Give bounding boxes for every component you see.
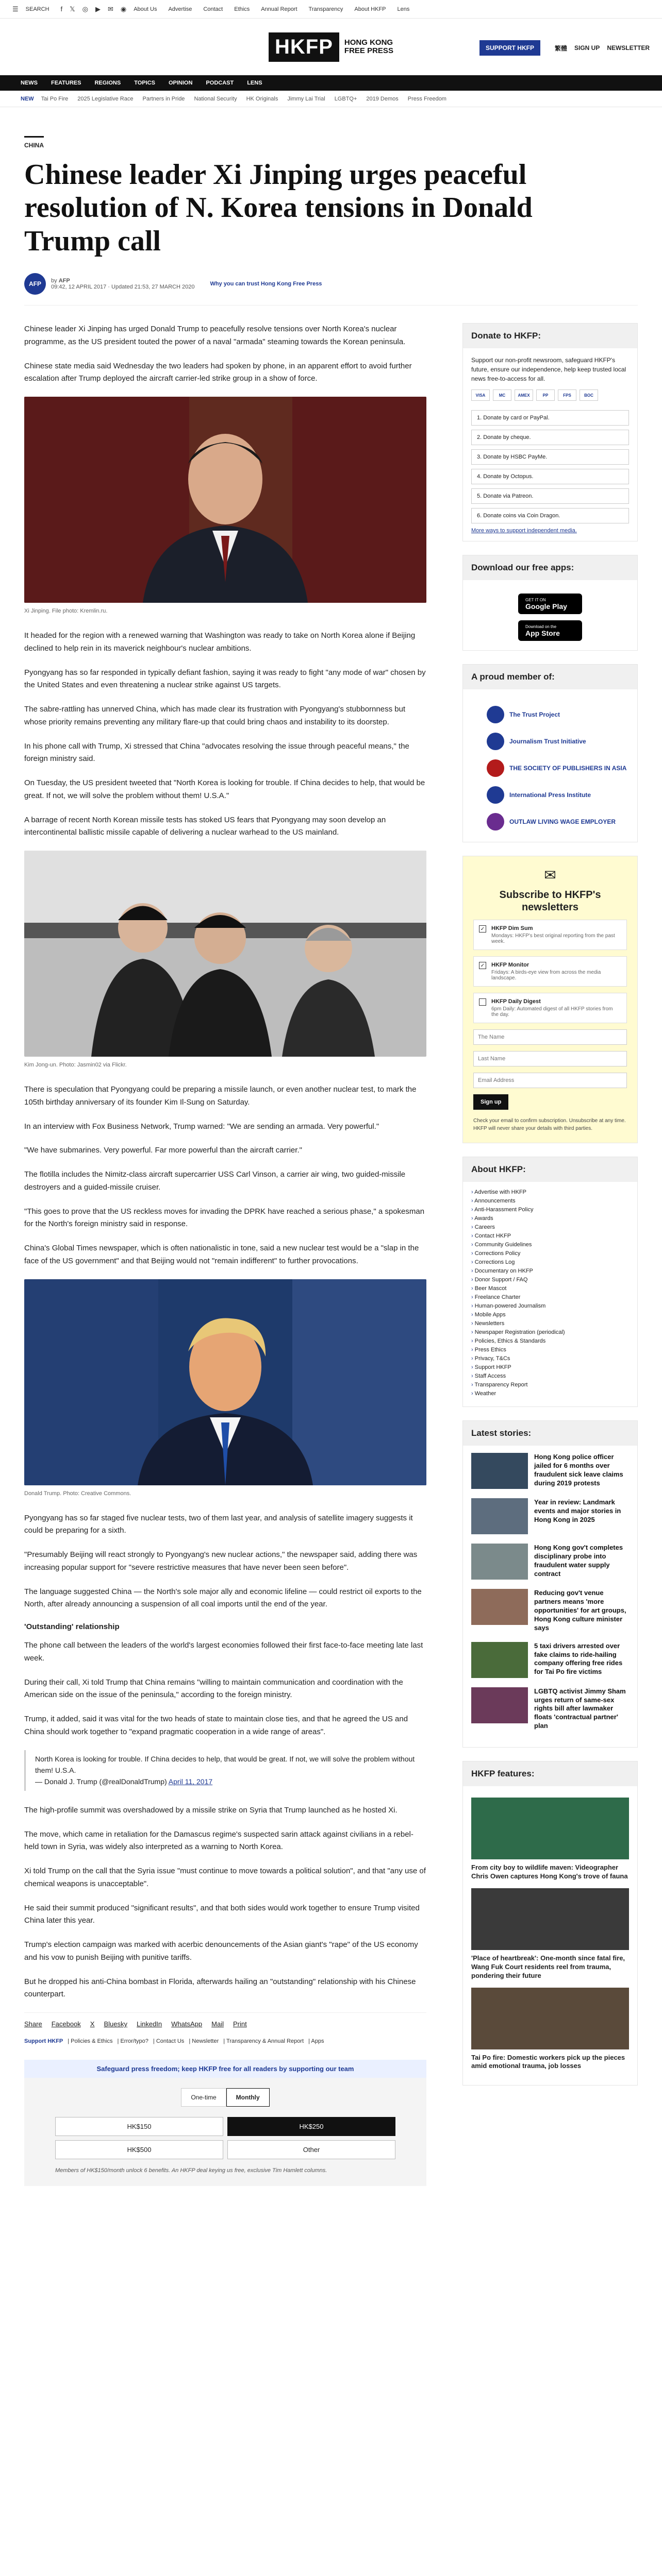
paragraph: "We have submarines. Very powerful. Far more powerful than the aircraft carrier." xyxy=(24,1146,302,1155)
about-link[interactable]: › Mobile Apps xyxy=(471,1312,629,1318)
paragraph: In his phone call with Trump, Xi stressed that China "advocates resolving the issue through peaceful means," the foreign ministry said. xyxy=(24,741,409,764)
footer-link[interactable]: Newsletter xyxy=(192,2038,219,2045)
feature-story[interactable]: From city boy to wildlife maven: Videographer Chris Owen captures Hong Kong's trove of fauna xyxy=(471,1798,629,1881)
share-linkedin[interactable]: LinkedIn xyxy=(137,2020,162,2028)
about-link[interactable]: › Staff Access xyxy=(471,1373,629,1379)
paragraph: The sabre-rattling has unnerved China, which has made clear its frustration with Pyongyang's stubbornness but whose priority remains preventing any military flare-up that could bring chaos and instability to its doorstep. xyxy=(24,705,406,726)
newsletter-option[interactable]: HKFP Daily Digest 6pm Daily: Automated digest of all HKFP stories from the day. xyxy=(473,993,627,1023)
story-thumbnail xyxy=(471,1687,528,1723)
photo-caption: Xi Jinping. File photo: Kremlin.ru. xyxy=(24,608,108,615)
share-whatsapp[interactable]: WhatsApp xyxy=(171,2020,203,2028)
tweet-text: North Korea is looking for trouble. If China decides to help, that would be great. If not, we will solve the problem without them! U.S.A. xyxy=(35,1754,415,1775)
story-thumbnail xyxy=(471,1544,528,1580)
donate-option[interactable]: 3. Donate by HSBC PayMe. xyxy=(471,449,629,465)
signup-button[interactable]: Sign up xyxy=(473,1094,508,1110)
donation-note: Members of HK$150/month unlock 6 benefits. An HKFP deal keying us free, exclusive Tim Hamlett columns. xyxy=(55,2167,327,2174)
paragraph: The high-profile summit was overshadowed by a missile strike on Syria that Trump launched as he hosted Xi. xyxy=(24,1805,398,1815)
trending-label: NEW xyxy=(21,95,34,102)
paragraph: In an interview with Fox Business Network, Trump warned: "We are sending an armada. Very powerful." xyxy=(24,1122,379,1131)
visa-icon: VISA xyxy=(471,389,490,401)
footer-link[interactable]: Error/typo? xyxy=(120,2038,148,2045)
logo-text: HONG KONG FREE PRESS xyxy=(344,38,393,55)
about-title: About HKFP: xyxy=(463,1157,637,1182)
top-utility-bar xyxy=(0,0,662,19)
about-link[interactable]: › Weather xyxy=(471,1391,629,1397)
payment-methods xyxy=(471,389,629,404)
menu-icon[interactable]: ☰ xyxy=(12,5,19,13)
latest-story[interactable]: LGBTQ activist Jimmy Sham urges return of same-sex rights bill after lawmaker floats 'contractual partner' plan xyxy=(471,1687,629,1731)
footer-link[interactable]: Support HKFP xyxy=(24,2038,63,2045)
search-link[interactable]: SEARCH xyxy=(25,6,49,12)
about-link[interactable]: › Newspaper Registration (periodical) xyxy=(471,1329,629,1335)
donald-trump-photo xyxy=(24,1279,426,1485)
about-link[interactable]: › Community Guidelines xyxy=(471,1242,629,1248)
footer-link[interactable]: Apps xyxy=(311,2038,324,2045)
member-of-widget xyxy=(462,664,638,842)
paragraph: It headed for the region with a renewed warning that Washington was ready to take on North Korea alone if Beijing declined to help rein in its maverick neighbour's nuclear ambitions. xyxy=(24,631,416,653)
latest-title: Latest stories: xyxy=(463,1421,637,1446)
sidebar xyxy=(462,323,638,2186)
tweet-date-link[interactable]: April 11, 2017 xyxy=(168,1777,213,1786)
feature-thumbnail xyxy=(471,1988,629,2049)
google-play-button[interactable]: GET IT ON Google Play xyxy=(518,594,582,614)
donate-widget xyxy=(462,323,638,541)
main-nav xyxy=(0,75,662,91)
fps-icon: FPS xyxy=(558,389,576,401)
tweet-author: — Donald J. Trump (@realDonaldTrump) xyxy=(35,1777,167,1786)
monthly-tab[interactable]: Monthly xyxy=(226,2088,270,2107)
nav-item[interactable]: REGIONS xyxy=(94,80,121,86)
donate-text: Support our non-profit newsroom, safeguard HKFP's future, ensure our independence, help keep trusted local news free-to-access for all. xyxy=(471,357,626,383)
top-link[interactable]: Transparency xyxy=(308,6,343,12)
first-name-field[interactable] xyxy=(473,1029,627,1045)
about-link[interactable]: › Anti-Harassment Policy xyxy=(471,1207,629,1213)
about-link[interactable]: › Documentary on HKFP xyxy=(471,1268,629,1274)
top-link[interactable]: Advertise xyxy=(168,6,192,12)
donate-title: Donate to HKFP: xyxy=(463,324,637,348)
rss-icon[interactable]: ◉ xyxy=(120,5,127,13)
latest-stories-widget xyxy=(462,1420,638,1748)
paragraph: During their call, Xi told Trump that China remains "willing to maintain communication and coordination with the American side on the issue of the peninsula," according to the foreign ministry. xyxy=(24,1677,403,1700)
story-thumbnail xyxy=(471,1589,528,1625)
photo-caption: Donald Trump. Photo: Creative Commons. xyxy=(24,1490,131,1497)
paragraph: Trump's election campaign was marked with acerbic denouncements of the Asian giant's "rape" of the US economy and his vow to punish Beijing with punitive tariffs. xyxy=(24,1940,418,1962)
category-label[interactable]: CHINA xyxy=(24,136,44,149)
donate-option[interactable]: 5. Donate via Patreon. xyxy=(471,488,629,504)
share-bar xyxy=(24,2012,426,2028)
newsletter-widget xyxy=(462,856,638,1143)
one-time-tab[interactable]: One-time xyxy=(181,2088,226,2107)
trending-item[interactable]: LGBTQ+ xyxy=(334,95,357,102)
paragraph: The flotilla includes the Nimitz-class aircraft supercarrier USS Carl Vinson, a carrier air wing, two guided-missile destroyers and a guided-missile cruiser. xyxy=(24,1170,406,1192)
share-bluesky[interactable]: Bluesky xyxy=(104,2020,127,2028)
newsletter-fineprint: Check your email to confirm subscription. Unsubscribe at any time. HKFP will never share your details with third parties. xyxy=(473,1118,626,1132)
about-link[interactable]: › Freelance Charter xyxy=(471,1294,629,1300)
ipi-logo[interactable]: International Press Institute xyxy=(487,786,629,804)
apps-title: Download our free apps: xyxy=(463,555,637,580)
last-name-field[interactable] xyxy=(473,1051,627,1066)
email-field[interactable] xyxy=(473,1073,627,1088)
about-link[interactable]: › Support HKFP xyxy=(471,1364,629,1370)
share-link[interactable]: Share xyxy=(24,2020,42,2028)
amount-options xyxy=(35,2117,416,2159)
paragraph: "Presumably Beijing will react strongly to Pyongyang's new nuclear actions," the newspaper said, adding there was increasing popular support for "severe restrictive measures that have never been seen before". xyxy=(24,1550,418,1572)
masthead xyxy=(0,19,662,75)
paragraph: He said their summit produced "significant results", and that both sides would work together to ensure Trump visited China later this year. xyxy=(24,1903,420,1925)
apps-widget xyxy=(462,555,638,651)
app-store-button[interactable]: Download on the App Store xyxy=(518,620,582,641)
donate-options xyxy=(471,410,629,523)
amount-option[interactable]: HK$500 xyxy=(55,2140,223,2159)
youtube-icon[interactable]: ▶ xyxy=(95,5,101,13)
paragraph: Xi told Trump on the call that the Syria issue "must continue to move towards a political solution", and that "any use of chemical weapons is unacceptable". xyxy=(24,1867,426,1888)
about-widget xyxy=(462,1157,638,1407)
feature-thumbnail xyxy=(471,1798,629,1859)
jti-logo[interactable]: Journalism Trust Initiative xyxy=(487,733,629,750)
about-link[interactable]: › Contact HKFP xyxy=(471,1233,629,1239)
paragraph: The move, which came in retaliation for the Damascus regime's suspected sarin attack against civilians in a rebel-held town in Syria, was widely also interpreted as a warning to North Korea. xyxy=(24,1829,413,1852)
about-link[interactable]: › Donor Support / FAQ xyxy=(471,1277,629,1283)
nav-item[interactable]: OPINION xyxy=(168,80,193,86)
proud-title: A proud member of: xyxy=(463,665,637,689)
mastercard-icon: MC xyxy=(493,389,511,401)
byline-meta: by AFP 09:42, 12 APRIL 2017 · Updated 21:53, 27 MARCH 2020 xyxy=(51,278,195,291)
latest-story[interactable]: Hong Kong police officer jailed for 6 months over fraudulent sick leave claims during 2019 protests xyxy=(471,1453,629,1489)
nav-item[interactable]: TOPICS xyxy=(134,80,155,86)
footer-link[interactable]: Policies & Ethics xyxy=(71,2038,113,2045)
embedded-tweet xyxy=(24,1750,426,1791)
paragraph: Chinese state media said Wednesday the two leaders had spoken by phone, in an apparent effort to avoid further escalation after Trump deployed the aircraft carrier-led strike group in a show of force. xyxy=(24,361,412,383)
trending-item[interactable]: HK Originals xyxy=(246,95,278,102)
photo-caption: Kim Jong-un. Photo: Jasmin02 via Flickr. xyxy=(24,1062,127,1069)
trending-item[interactable]: 2025 Legislative Race xyxy=(77,95,134,102)
donate-option[interactable]: 6. Donate coins via Coin Dragon. xyxy=(471,508,629,523)
feature-story[interactable]: 'Place of heartbreak': One-month since fatal fire, Wang Fuk Court residents reel from trauma, pondering their future xyxy=(471,1888,629,1980)
paragraph: But he dropped his anti-China bombast in Florida, afterwards hailing an "outstanding" relationship with his Chinese counterpart. xyxy=(24,1977,416,1999)
amount-option[interactable]: Other xyxy=(227,2140,395,2159)
trending-item[interactable]: 2019 Demos xyxy=(366,95,399,102)
email-icon[interactable]: ✉ xyxy=(107,5,113,13)
donation-headline: Safeguard press freedom; keep HKFP free for all readers by supporting our team xyxy=(24,2060,426,2078)
trending-item[interactable]: Jimmy Lai Trial xyxy=(287,95,325,102)
about-link[interactable]: › Privacy, T&Cs xyxy=(471,1355,629,1362)
checkbox-checked-icon[interactable]: ✓ xyxy=(479,925,486,933)
story-thumbnail xyxy=(471,1642,528,1678)
paragraph: Trump, it added, said it was vital for the two heads of state to maintain close ties, and that he agreed the US and China should work together to "expand pragmatic cooperation in a wide range of areas". xyxy=(24,1715,408,1736)
paragraph: Chinese leader Xi Jinping has urged Donald Trump to peacefully resolve tensions over North Korea's nuclear programme, as the US president touted the power of a naval "armada" steaming towards the Korean peninsula. xyxy=(24,325,406,346)
amount-option-selected[interactable]: HK$250 xyxy=(227,2117,395,2136)
about-link[interactable]: › Transparency Report xyxy=(471,1382,629,1388)
article-title: Chinese leader Xi Jinping urges peaceful resolution of N. Korea tensions in Donald Trump call xyxy=(24,159,533,257)
logo-box: HKFP xyxy=(269,32,339,62)
facebook-icon[interactable]: f xyxy=(60,5,63,13)
language-link[interactable]: 繁體 xyxy=(554,44,567,52)
feature-story[interactable]: Tai Po fire: Domestic workers pick up the pieces amid emotional trauma, job losses xyxy=(471,1988,629,2071)
paragraph: China's Global Times newspaper, which is often nationalistic in tone, said a new nuclear test would be a "slap in the face of the US government" and that Beijing would not "remain indifferent" to further provocations. xyxy=(24,1244,419,1265)
about-link[interactable]: › Corrections Log xyxy=(471,1259,629,1265)
story-thumbnail xyxy=(471,1453,528,1489)
paragraph: The language suggested China — the North's sole major ally and economic lifeline — could restrict oil exports to the North, after already announcing a suspension of all coal imports until the end of the year. xyxy=(24,1587,422,1609)
share-print[interactable]: Print xyxy=(233,2020,247,2028)
paypal-icon: PP xyxy=(536,389,555,401)
paragraph: There is speculation that Pyongyang could be preparing a missile launch, or even another nuclear test, to mark the 105th birthday anniversary of its founder Kim Il-Sung on Saturday. xyxy=(24,1085,417,1107)
top-link[interactable]: About HKFP xyxy=(354,6,386,12)
author-name[interactable]: AFP xyxy=(58,278,70,284)
instagram-icon[interactable]: ◎ xyxy=(82,5,88,13)
boc-icon: BOC xyxy=(580,389,598,401)
latest-story[interactable]: 5 taxi drivers arrested over fake claims to ride-hailing company offering free rides for Tai Po fire victims xyxy=(471,1642,629,1678)
amex-icon: AMEX xyxy=(515,389,533,401)
story-thumbnail xyxy=(471,1498,528,1534)
about-link[interactable]: › Careers xyxy=(471,1224,629,1230)
footer-link[interactable]: Transparency & Annual Report xyxy=(226,2038,304,2045)
trending-item[interactable]: Tai Po Fire xyxy=(41,95,69,102)
share-mail[interactable]: Mail xyxy=(211,2020,224,2028)
paragraph: "This goes to prove that the US reckless moves for invading the DPRK have reached a serious phase," a spokesman for the North's foreign ministry said in response. xyxy=(24,1207,425,1229)
article-body xyxy=(24,323,426,2186)
donate-option[interactable]: 2. Donate by cheque. xyxy=(471,430,629,445)
signup-link[interactable]: SIGN UP xyxy=(574,44,600,52)
checkbox-checked-icon[interactable]: ✓ xyxy=(479,962,486,969)
hkfp-logo[interactable] xyxy=(269,32,393,62)
support-button[interactable]: SUPPORT HKFP xyxy=(479,40,540,56)
checkbox-icon[interactable] xyxy=(479,998,486,1006)
paragraph: On Tuesday, the US president tweeted that "North Korea is looking for trouble. If China decides to help, that would be great. If not, we will solve the problem without them! U.S.A." xyxy=(24,778,425,800)
newsletter-title: Subscribe to HKFP's newsletters xyxy=(499,889,601,913)
top-link[interactable]: Annual Report xyxy=(261,6,297,12)
paragraph: Pyongyang has so far staged five nuclear tests, two of them last year, and analysis of satellite imagery suggests it could be preparing for a sixth. xyxy=(24,1513,413,1535)
nav-item[interactable]: NEWS xyxy=(21,80,38,86)
newsletter-option[interactable]: ✓ HKFP Dim Sum Mondays: HKFP's best original reporting from the past week. xyxy=(473,920,627,950)
latest-story[interactable]: Reducing gov't venue partners means 'more opportunities' for art groups, Hong Kong culture minister says xyxy=(471,1589,629,1632)
more-ways-link[interactable]: More ways to support independent media. xyxy=(471,528,577,534)
latest-story[interactable]: Year in review: Landmark events and major stories in Hong Kong in 2025 xyxy=(471,1498,629,1534)
nav-item[interactable]: PODCAST xyxy=(206,80,234,86)
kim-jong-un-photo xyxy=(24,851,426,1057)
about-link[interactable]: › Advertise with HKFP xyxy=(471,1189,629,1195)
trending-item[interactable]: Press Freedom xyxy=(407,95,446,102)
trending-bar xyxy=(0,91,662,107)
about-link[interactable]: › Awards xyxy=(471,1215,629,1222)
trust-link[interactable]: Why you can trust Hong Kong Free Press xyxy=(210,281,322,287)
latest-story[interactable]: Hong Kong gov't completes disciplinary probe into fraudulent water supply contract xyxy=(471,1544,629,1580)
about-link[interactable]: › Press Ethics xyxy=(471,1347,629,1353)
features-title: HKFP features: xyxy=(463,1761,637,1786)
about-link[interactable]: › Human-powered Journalism xyxy=(471,1303,629,1309)
paragraph: A barrage of recent North Korean missile tests has stoked US fears that Pyongyang may soon develop an intercontinental ballistic missile capable of delivering a nuclear warhead to the US mainland. xyxy=(24,815,386,837)
byline xyxy=(24,273,638,306)
share-facebook[interactable]: Facebook xyxy=(51,2020,81,2028)
top-link[interactable]: Ethics xyxy=(234,6,250,12)
about-link[interactable]: › Corrections Policy xyxy=(471,1250,629,1257)
about-link[interactable]: › Announcements xyxy=(471,1198,629,1204)
newsletter-link[interactable]: NEWSLETTER xyxy=(607,44,650,52)
top-link[interactable]: About Us xyxy=(134,6,157,12)
frequency-toggle xyxy=(35,2088,416,2107)
subheading: 'Outstanding' relationship xyxy=(24,1622,120,1632)
article-footer-links: Support HKFP | Policies & Ethics | Error/typo? | Contact Us | Newsletter | Transparency & Annual Report | Apps xyxy=(24,2038,324,2045)
paragraph: The phone call between the leaders of the world's largest economies followed their first face-to-face meeting late last week. xyxy=(24,1641,423,1663)
donation-box xyxy=(24,2060,426,2186)
paragraph: Pyongyang has so far responded in typically defiant fashion, saying it was ready to fight "any mode of war" chosen by the United States and even threatening a nuclear strike against US targets. xyxy=(24,668,426,690)
share-x[interactable]: X xyxy=(90,2020,95,2028)
masthead-actions xyxy=(472,40,650,56)
about-link[interactable]: › Beer Mascot xyxy=(471,1285,629,1292)
newsletter-option[interactable]: ✓ HKFP Monitor Fridays: A birds-eye view from across the media landscape. xyxy=(473,956,627,987)
living-wage-logo[interactable]: OUTLAW LIVING WAGE EMPLOYER xyxy=(487,813,629,831)
nav-item[interactable]: FEATURES xyxy=(51,80,81,86)
sopa-logo[interactable]: THE SOCIETY OF PUBLISHERS IN ASIA xyxy=(487,759,629,777)
envelope-icon: ✉ xyxy=(544,867,556,884)
amount-option[interactable]: HK$150 xyxy=(55,2117,223,2136)
top-link[interactable]: Lens xyxy=(397,6,410,12)
footer-link[interactable]: Contact Us xyxy=(156,2038,185,2045)
trending-item[interactable]: National Security xyxy=(194,95,237,102)
publish-date: 09:42, 12 APRIL 2017 · Updated 21:53, 27 MARCH 2020 xyxy=(51,284,195,291)
about-link[interactable]: › Newsletters xyxy=(471,1320,629,1327)
trending-item[interactable]: Partners in Pride xyxy=(142,95,185,102)
article-wrap xyxy=(24,107,638,2186)
donate-option[interactable]: 4. Donate by Octopus. xyxy=(471,469,629,484)
features-widget xyxy=(462,1761,638,2086)
top-link[interactable]: Contact xyxy=(203,6,223,12)
trust-project-logo[interactable]: The Trust Project xyxy=(487,706,629,723)
about-list xyxy=(463,1182,637,1406)
xi-jinping-photo xyxy=(24,397,426,603)
feature-thumbnail xyxy=(471,1888,629,1950)
about-link[interactable]: › Policies, Ethics & Standards xyxy=(471,1338,629,1344)
x-icon[interactable]: 𝕏 xyxy=(70,5,75,13)
nav-item[interactable]: LENS xyxy=(247,80,262,86)
donate-option[interactable]: 1. Donate by card or PayPal. xyxy=(471,410,629,426)
author-avatar[interactable]: AFP xyxy=(24,273,46,295)
